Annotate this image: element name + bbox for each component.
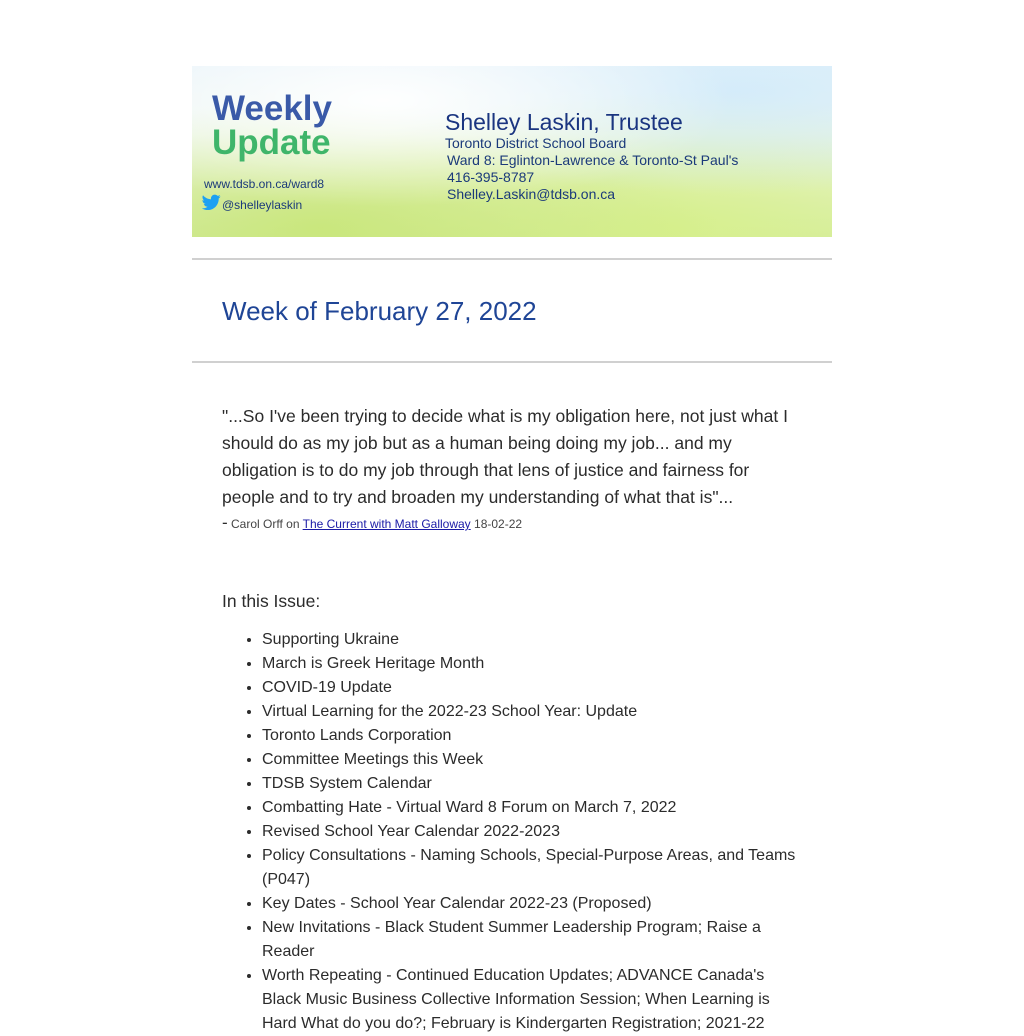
ward-name: Ward 8: Eglinton-Lawrence & Toronto-St Paul's [447,152,739,168]
twitter-bird-icon [202,194,221,211]
divider [192,361,832,363]
quote-author: Carol Orff on [231,517,300,531]
list-item: • Toronto Lands Corporation [262,724,802,748]
quote-date: 18-02-22 [474,517,523,531]
list-item: • Supporting Ukraine [262,628,802,652]
list-item: • Virtual Learning for the 2022-23 School Year: Update [262,700,802,724]
issue-title: In this Issue: [222,591,321,611]
trustee-name: Shelley Laskin, Trustee [445,109,683,135]
list-item: • TDSB System Calendar [262,772,802,796]
email-address[interactable]: Shelley.Laskin@tdsb.on.ca [447,186,616,202]
logo-weekly-text: Weekly [212,89,332,128]
source-link[interactable]: The Current with Matt Galloway [302,517,471,531]
website-link[interactable]: www.tdsb.on.ca/ward8 [204,177,325,191]
twitter-link[interactable] [202,193,302,212]
list-item: • COVID-19 Update [262,676,802,700]
quote-text: "...So I've been trying to decide what is my obligation here, not just what I should do as my job but as a human being doing my job... and my obligation is to do my job through that lens of justice and fairness for people and to try and broaden my understanding of what that is"... [222,406,788,507]
list-item: • Worth Repeating - Continued Education Updates; ADVANCE Canada's Black Music Business Collective Information Session; When Learning is Hard What do you do?; February is Kindergarten Registration; 2021-22 [262,964,802,1036]
list-item: • March is Greek Heritage Month [262,652,802,676]
header-banner [192,66,832,237]
board-name: Toronto District School Board [445,135,627,151]
trustee-contact [445,109,738,203]
quote-attribution [222,513,802,533]
logo-update-text: Update [212,123,331,162]
week-title: Week of February 27, 2022 [222,296,537,326]
list-item: • Committee Meetings this Week [262,748,802,772]
newsletter-email [192,66,832,1036]
attribution-dash: - [222,513,228,532]
list-item: • Revised School Year Calendar 2022-2023 [262,820,802,844]
list-item: • Policy Consultations - Naming Schools, Special-Purpose Areas, and Teams (P047) [262,844,802,892]
twitter-handle: @shelleylaskin [222,198,303,212]
main-content [192,403,832,1036]
issue-list [222,628,802,1036]
week-section [192,260,832,361]
phone-number: 416-395-8787 [447,169,535,185]
list-item: • Key Dates - School Year Calendar 2022-23 (Proposed) [262,892,802,916]
list-item: • New Invitations - Black Student Summer Leadership Program; Raise a Reader [262,916,802,964]
list-item: • Combatting Hate - Virtual Ward 8 Forum on March 7, 2022 [262,796,802,820]
